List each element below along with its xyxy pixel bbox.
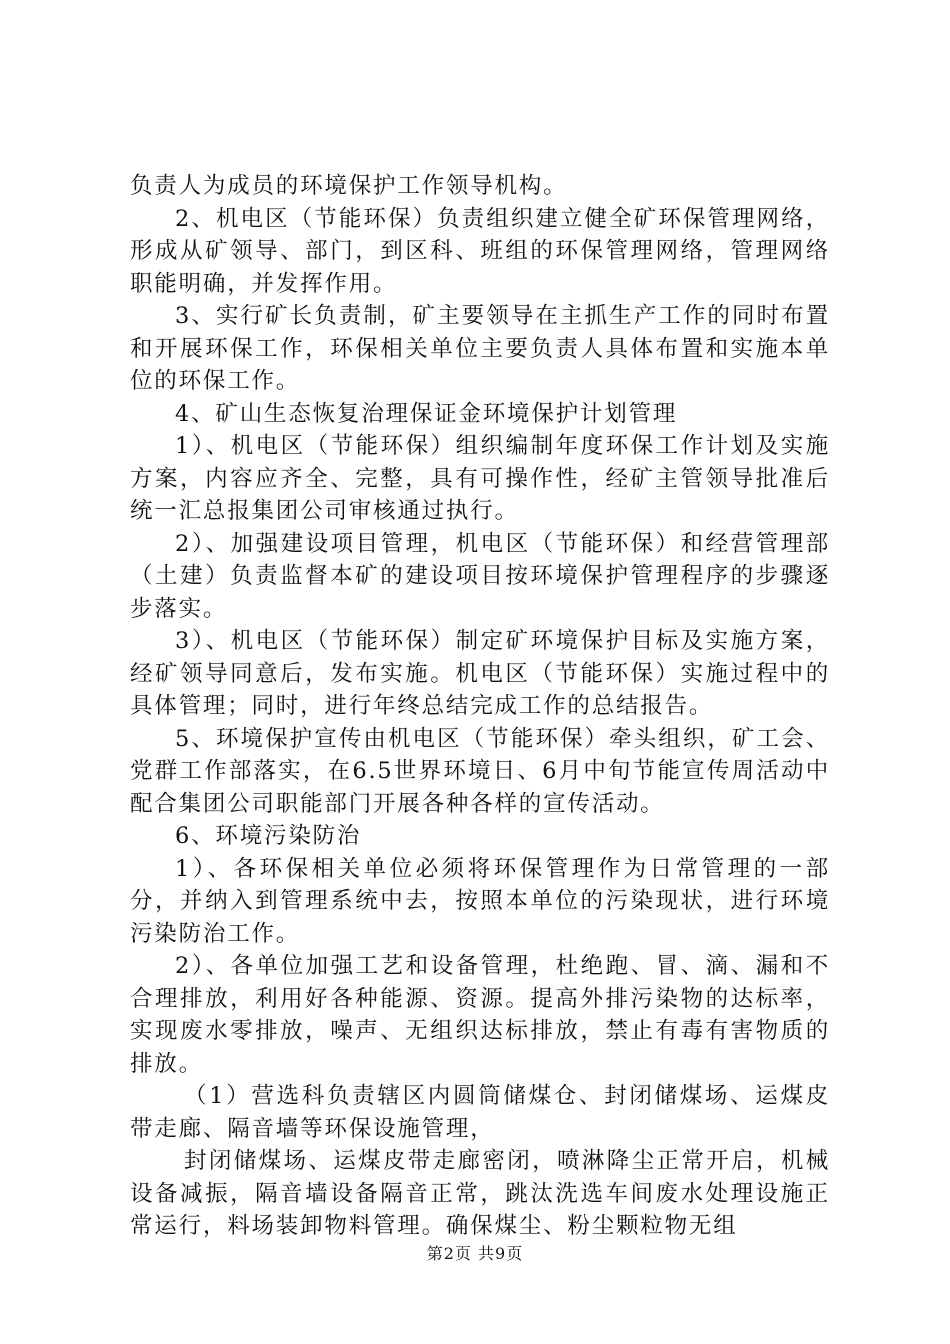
- paragraph-item-4-2: 2）、加强建设项目管理，机电区（节能环保）和经营管理部（土建）负责监督本矿的建设项目按环境保护管理程序的步骤逐步落实。: [130, 530, 830, 622]
- page-number-footer: 第2页 共9页: [426, 1244, 524, 1263]
- paragraph-item-3: 3、实行矿长负责制，矿主要领导在主抓生产工作的同时布置和开展环保工作，环保相关单位主要负责人具体布置和实施本单位的环保工作。: [130, 303, 830, 394]
- paragraph-item-6-2-1-detail: 封闭储煤场、运煤皮带走廊密闭，喷淋降尘正常开启，机械设备减振，隔音墙设备隔音正常，跳汰洗选车间废水处理设施正常运行，料场装卸物料管理。确保煤尘、粉尘颗粒物无组: [130, 1148, 830, 1239]
- paragraph-item-6: 6、环境污染防治: [175, 823, 362, 849]
- paragraph-item-4-3: 3）、机电区（节能环保）制定矿环境保护目标及实施方案，经矿领导同意后，发布实施。机电区（节能环保）实施过程中的具体管理；同时，进行年终总结完成工作的总结报告。: [130, 628, 830, 719]
- paragraph-continuation: 负责人为成员的环境保护工作领导机构。: [130, 173, 568, 199]
- paragraph-item-6-2: 2）、各单位加强工艺和设备管理，杜绝跑、冒、滴、漏和不合理排放，利用好各种能源、资源。提高外排污染物的达标率，实现废水零排放，噪声、无组织达标排放，禁止有毒有害物质的排放。: [130, 953, 830, 1077]
- paragraph-item-6-2-1: （1）营选科负责辖区内圆筒储煤仓、封闭储煤场、运煤皮带走廊、隔音墙等环保设施管理，: [130, 1083, 830, 1142]
- paragraph-item-6-1: 1）、各环保相关单位必须将环保管理作为日常管理的一部分，并纳入到管理系统中去，按照本单位的污染现状，进行环境污染防治工作。: [130, 855, 830, 947]
- paragraph-item-4-1: 1）、机电区（节能环保）组织编制年度环保工作计划及实施方案，内容应齐全、完整，具有可操作性，经矿主管领导批准后统一汇总报集团公司审核通过执行。: [130, 433, 830, 524]
- paragraph-item-2: 2、机电区（节能环保）负责组织建立健全矿环保管理网络，形成从矿领导、部门，到区科、班组的环保管理网络，管理网络职能明确，并发挥作用。: [130, 205, 830, 297]
- paragraph-item-4: 4、矿山生态恢复治理保证金环境保护计划管理: [175, 400, 678, 427]
- paragraph-item-5: 5、环境保护宣传由机电区（节能环保）牵头组织，矿工会、党群工作部落实，在6.5世界环境日、6月中旬节能宣传周活动中配合集团公司职能部门开展各种各样的宣传活动。: [130, 725, 830, 817]
- document-body: [130, 170, 830, 1243]
